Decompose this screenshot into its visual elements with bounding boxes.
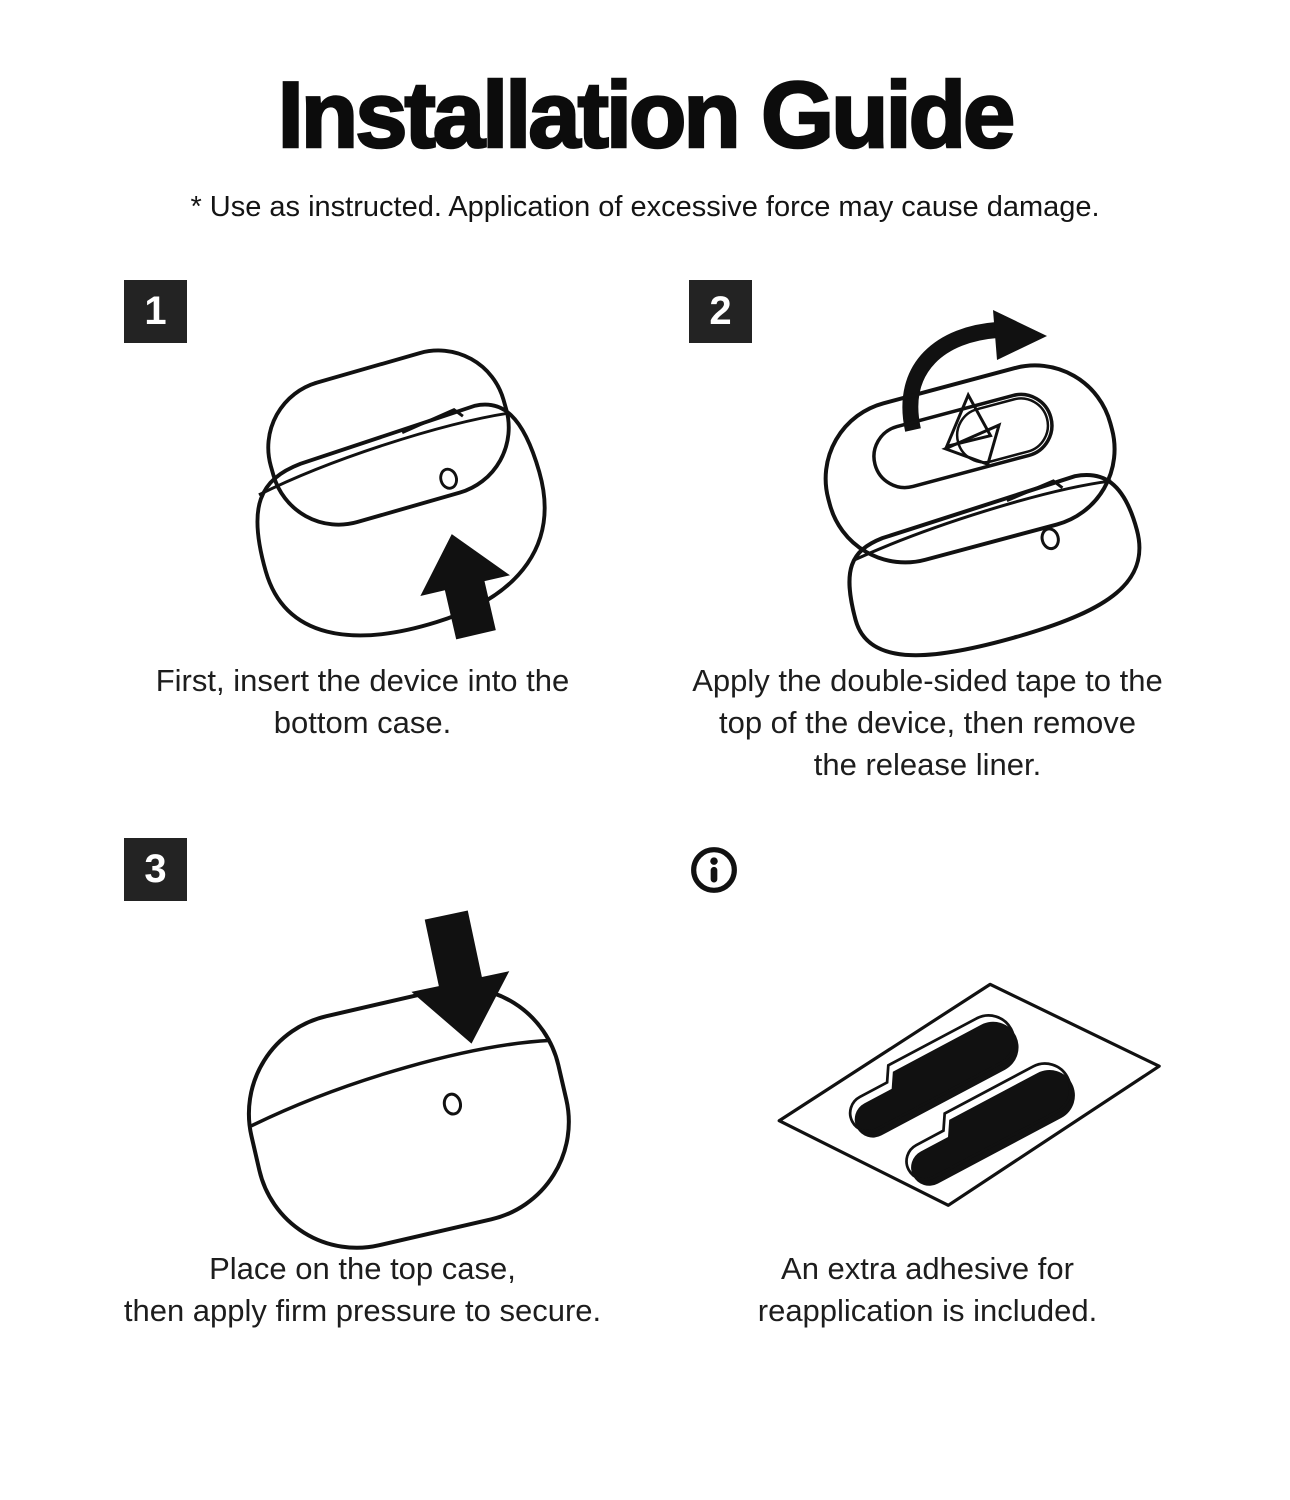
caption-line: then apply firm pressure to secure. xyxy=(123,1292,602,1328)
caption-line: An extra adhesive for xyxy=(781,1250,1074,1286)
page-title: Installation Guide xyxy=(277,62,1013,167)
case-button xyxy=(438,467,458,490)
caption-line: the release liner. xyxy=(813,746,1042,782)
step-1-badge: 1 xyxy=(124,280,187,343)
case-lid-top xyxy=(808,348,1132,580)
info-badge xyxy=(689,838,752,901)
step-2-section xyxy=(645,280,1210,786)
case-closed xyxy=(228,968,588,1268)
steps-grid xyxy=(0,280,1290,1332)
page-subtitle: * Use as instructed. Application of excessive force may cause damage. xyxy=(190,190,1100,223)
press-case-illustration xyxy=(166,902,626,1242)
caption-line: Place on the top case, xyxy=(209,1250,516,1286)
case-lid xyxy=(252,334,525,540)
info-badge-row xyxy=(689,838,1210,902)
adhesive-sheet-illustration xyxy=(731,928,1191,1228)
case-seam-line xyxy=(245,1033,553,1126)
caption-line: bottom case. xyxy=(273,704,452,740)
caption-line: top of the device, then remove xyxy=(718,704,1137,740)
step-1-section xyxy=(80,280,645,786)
step-2-illustration xyxy=(711,344,1210,644)
case-rim-line xyxy=(255,408,512,494)
curved-arrow-head xyxy=(993,310,1047,360)
step-3-caption xyxy=(80,1248,645,1332)
case-insert-illustration xyxy=(171,344,621,644)
caption-line: reapplication is included. xyxy=(757,1292,1098,1328)
step-2-badge: 2 xyxy=(689,280,752,343)
extra-adhesive-section xyxy=(645,838,1210,1332)
case-bottom xyxy=(834,464,1155,676)
step-1-caption xyxy=(80,660,645,744)
case-button xyxy=(442,1092,462,1115)
extra-adhesive-illustration xyxy=(711,902,1210,1232)
step-2-caption xyxy=(645,660,1210,786)
extra-adhesive-caption xyxy=(645,1248,1210,1332)
caption-line: First, insert the device into the xyxy=(155,662,570,698)
step-3-badge: 3 xyxy=(124,838,187,901)
page-header xyxy=(0,0,1290,224)
step-3-badge-row xyxy=(124,838,645,902)
step-3-section xyxy=(80,838,645,1332)
step-1-illustration xyxy=(146,344,645,644)
tape-apply-illustration xyxy=(731,310,1191,650)
step-1-badge-row xyxy=(124,280,645,344)
step-3-illustration xyxy=(146,902,645,1232)
adhesive-sheet xyxy=(779,984,1159,1205)
caption-line: Apply the double-sided tape to the xyxy=(692,662,1163,698)
curved-arrow-tail xyxy=(910,330,997,430)
case-bottom xyxy=(237,393,571,663)
case-button xyxy=(1039,527,1060,550)
info-icon xyxy=(689,845,739,895)
down-arrow xyxy=(397,904,522,1053)
